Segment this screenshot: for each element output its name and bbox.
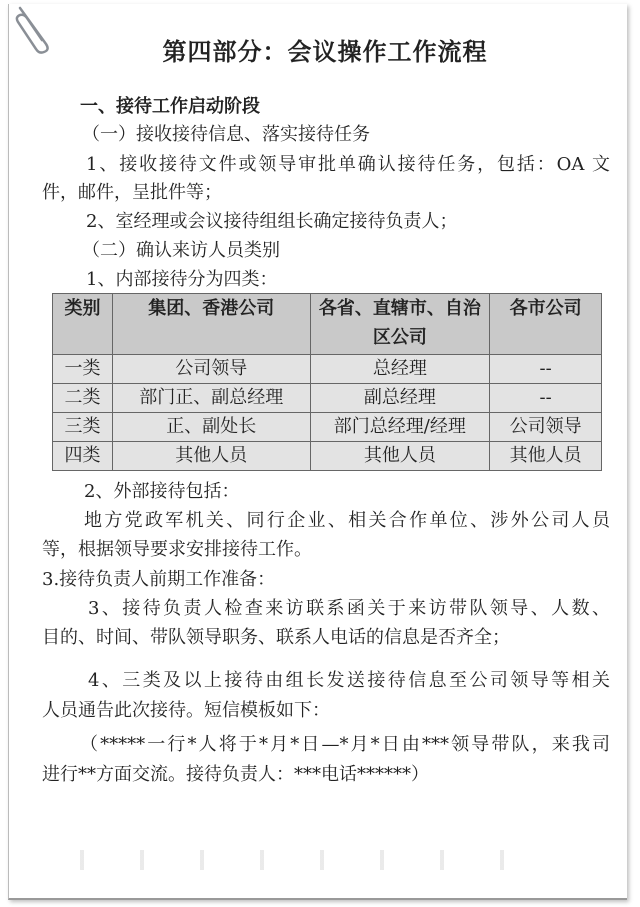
paragraph: 2、室经理或会议接待组组长确定接待负责人； (86, 211, 458, 232)
paragraph: 3、接待负责人检查来访联系函关于来访带队领导、人数、 (88, 598, 610, 619)
table-cell: 部门正、副总经理 (112, 384, 310, 413)
paragraph: 件，邮件，呈批件等； (42, 182, 222, 203)
table-row (53, 413, 602, 442)
table-cell: 其他人员 (112, 442, 310, 471)
subheading: （一）接收接待信息、落实接待任务 (82, 124, 370, 145)
paragraph: 等，根据领导要求安排接待工作。 (42, 539, 312, 560)
table-cell: 公司领导 (112, 355, 310, 384)
paragraph: 1、内部接待分为四类： (86, 269, 278, 290)
table-row (53, 442, 602, 471)
sms-template: （*****一行*人将于*月*日—*月*日由***领导带队，来我司 (80, 734, 610, 755)
sms-template: 进行**方面交流。接待负责人：***电话******） (42, 764, 429, 785)
table-header: 各省、直辖市、自治区公司 (310, 294, 490, 355)
paragraph: 目的、时间、带队领导职务、联系人电话的信息是否齐全； (42, 627, 510, 648)
table-cell: -- (490, 384, 602, 413)
table-header-row (53, 294, 602, 355)
table-cell: 副总经理 (310, 384, 490, 413)
paragraph: 人员通告此次接待。短信模板如下： (42, 700, 330, 721)
reception-category-table (52, 293, 602, 471)
paragraph: 2、外部接待包括： (84, 481, 240, 502)
paragraph: 3.接待负责人前期工作准备： (42, 569, 276, 590)
table-cell: 公司领导 (490, 413, 602, 442)
table-cell: 其他人员 (490, 442, 602, 471)
table-row (53, 355, 602, 384)
paragraph: 1、接收接待文件或领导审批单确认接待任务，包括：OA 文 (86, 154, 610, 175)
table-cell: 正、副处长 (112, 413, 310, 442)
table-cell: 三类 (53, 413, 113, 442)
table-header: 类别 (53, 294, 113, 355)
table-cell: 二类 (53, 384, 113, 413)
table-header: 集团、香港公司 (112, 294, 310, 355)
faded-text-fragment (50, 850, 550, 870)
table-cell: 其他人员 (310, 442, 490, 471)
table-cell: 一类 (53, 355, 113, 384)
table-cell: 总经理 (310, 355, 490, 384)
table-cell: 部门总经理/经理 (310, 413, 490, 442)
subheading: （二）确认来访人员类别 (82, 240, 280, 261)
paragraph: 地方党政军机关、同行企业、相关合作单位、涉外公司人员 (84, 510, 610, 531)
table-cell: -- (490, 355, 602, 384)
table-row (53, 384, 602, 413)
section-heading: 一、接待工作启动阶段 (80, 96, 260, 117)
table-cell: 四类 (53, 442, 113, 471)
page-title: 第四部分：会议操作工作流程 (162, 37, 488, 66)
paragraph: 4、三类及以上接待由组长发送接待信息至公司领导等相关 (88, 670, 610, 691)
table-header: 各市公司 (490, 294, 602, 355)
